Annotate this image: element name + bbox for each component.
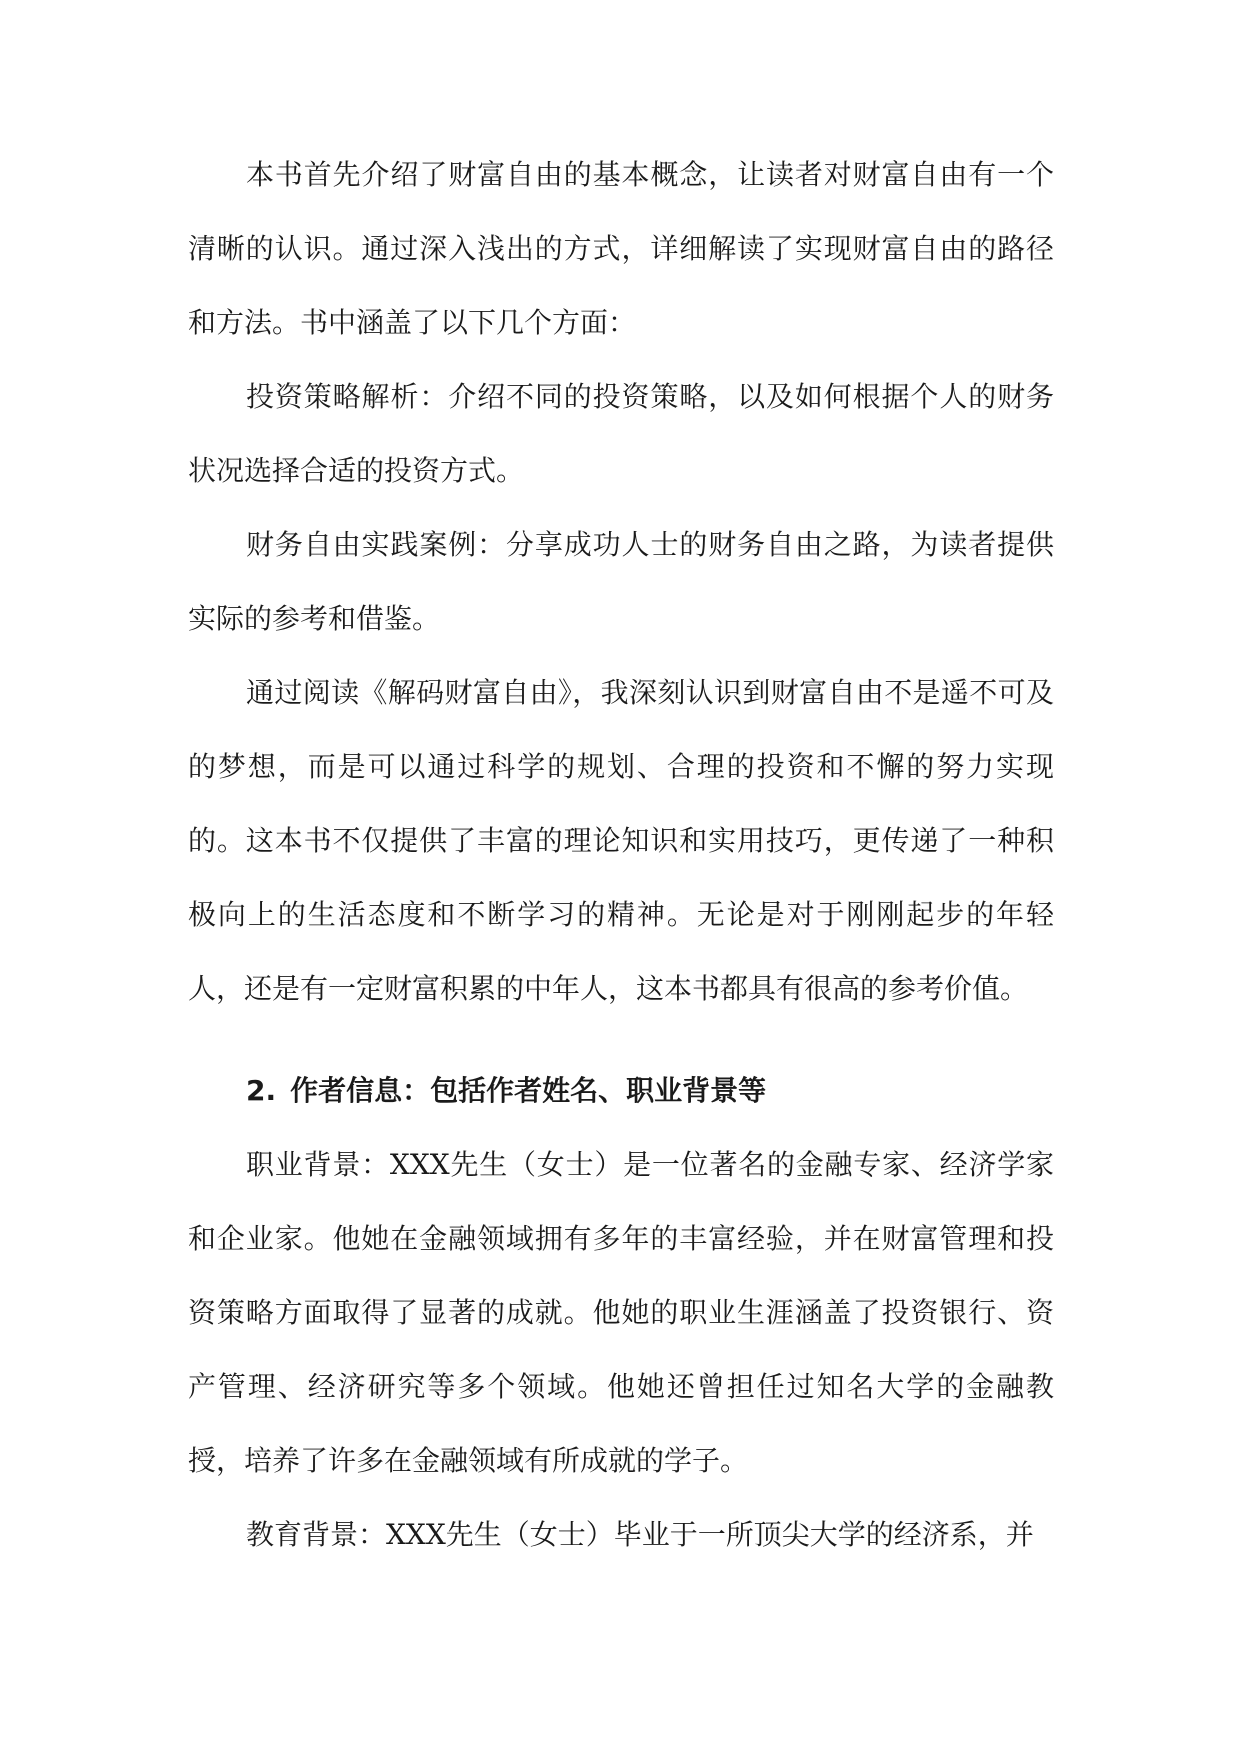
paragraph-career-background: 职业背景：XXX先生（女士）是一位著名的金融专家、经济学家和企业家。他她在金融领域拥有多年的丰富经验，并在财富管理和投资策略方面取得了显著的成就。他她的职业生涯涵盖了投资银行、资产管理、经济研究等多个领域。他她还曾担任过知名大学的金融教授，培养了许多在金融领域有所成就的学子。 [188,1148,1054,1477]
section-title: 作者信息：包括作者姓名、职业背景等 [290,1074,767,1107]
paragraph-education-background: 教育背景：XXX先生（女士）毕业于一所顶尖大学的经济系，并 [246,1518,1034,1551]
paragraph-practice-cases: 财务自由实践案例：分享成功人士的财务自由之路，为读者提供实际的参考和借鉴。 [188,528,1054,635]
paragraph-reflection: 通过阅读《解码财富自由》，我深刻认识到财富自由不是遥不可及的梦想，而是可以通过科学的规划、合理的投资和不懈的努力实现的。这本书不仅提供了丰富的理论知识和实用技巧，更传递了一种积极向上的生活态度和不断学习的精神。无论是对于刚刚起步的年轻人，还是有一定财富积累的中年人，这本书都具有很高的参考价值。 [188,676,1054,1005]
paragraph-investment-strategy: 投资策略解析：介绍不同的投资策略，以及如何根据个人的财务状况选择合适的投资方式。 [188,380,1054,487]
section-heading-author-info [188,1054,1054,1128]
section-number: 2. [246,1074,277,1107]
paragraph-intro: 本书首先介绍了财富自由的基本概念，让读者对财富自由有一个清晰的认识。通过深入浅出的方式，详细解读了实现财富自由的路径和方法。书中涵盖了以下几个方面： [188,158,1054,339]
document-body [188,138,1054,1572]
